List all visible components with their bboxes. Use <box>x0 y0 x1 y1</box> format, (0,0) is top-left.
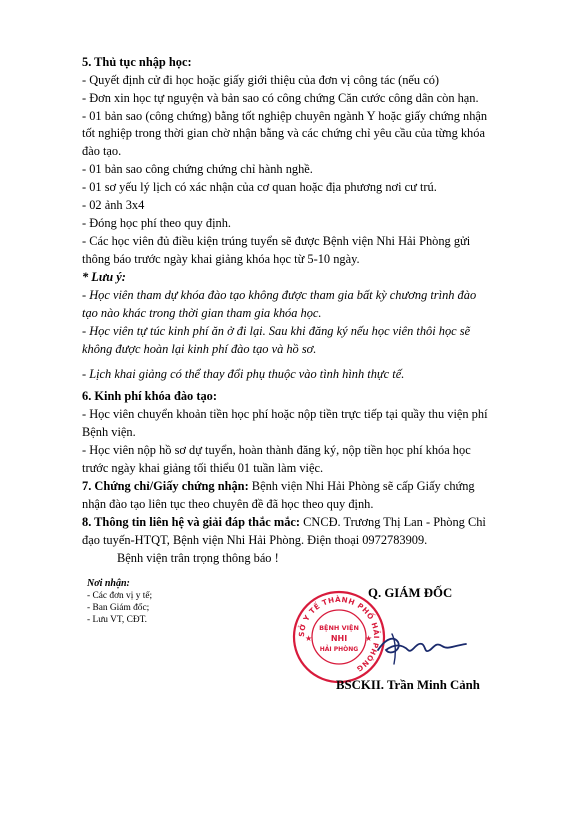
note-item: - Lịch khai giảng có thể thay đổi phụ thuộc vào tình hình thực tế. <box>82 367 405 381</box>
section5-item: - Đơn xin học tự nguyện và bản sao có công chứng Căn cước công dân còn hạn. <box>82 91 479 105</box>
stamp-star-icon: ★ <box>305 634 313 643</box>
stamp-center-line1: BỆNH VIỆN <box>319 624 359 632</box>
section5-item: - Đóng học phí theo quy định. <box>82 216 232 230</box>
section8-text: đạo tuyến-HTQT, Bệnh viện Nhi Hải Phòng. Điện thoại 0972783909. <box>82 533 428 547</box>
recipient-item: - Lưu VT, CĐT. <box>87 615 148 625</box>
note-item: - Học viên tự túc kinh phí ăn ở đi lại. Sau khi đăng ký nếu học viên thôi học sẽ <box>82 324 471 338</box>
section7-text: Bệnh viện Nhi Hải Phòng sẽ cấp Giấy chứng <box>248 479 475 493</box>
section7-heading: 7. Chứng chỉ/Giấy chứng nhận: <box>82 479 249 493</box>
signer-name: BSCKII. Trần Minh Cảnh <box>336 678 480 692</box>
section8-line <box>82 515 486 530</box>
handwritten-signature <box>372 620 472 670</box>
section6-item: - Học viên nộp hồ sơ dự tuyển, hoàn thành đăng ký, nộp tiền học phí khóa học <box>82 443 471 457</box>
section8-heading: 8. Thông tin liên hệ và giải đáp thắc mắc: <box>82 515 301 529</box>
note-heading: * Lưu ý: <box>82 270 126 284</box>
section8-text: CNCĐ. Trương Thị Lan - Phòng Chỉ <box>300 515 486 529</box>
section5-item: tốt nghiệp trong thời gian chờ nhận bằng và các chứng chỉ yêu cầu của từng khóa <box>82 126 485 140</box>
note-item: - Học viên tham dự khóa đào tạo không được tham gia bất kỳ chương trình đào <box>82 288 477 302</box>
closing-text: Bệnh viện trân trọng thông báo ! <box>117 551 279 565</box>
section7-text: nhận đào tạo liên tục theo chuyên đề đã học theo quy định. <box>82 497 374 511</box>
section5-heading: 5. Thủ tục nhập học: <box>82 55 192 69</box>
section5-item: thông báo trước ngày khai giảng khóa học từ 5-10 ngày. <box>82 252 360 266</box>
section5-item: - 02 ảnh 3x4 <box>82 198 145 212</box>
section7-line <box>82 479 475 494</box>
section6-heading: 6. Kinh phí khóa đào tạo: <box>82 389 217 403</box>
recipient-item: - Các đơn vị y tế; <box>87 591 153 601</box>
section5-item: - 01 sơ yếu lý lịch có xác nhận của cơ quan hoặc địa phương nơi cư trú. <box>82 180 437 194</box>
stamp-star-icon: ★ <box>365 634 373 643</box>
section6-item: trước ngày khai giảng tối thiểu 01 tuần làm việc. <box>82 461 324 475</box>
section5-item: - Quyết định cử đi học hoặc giấy giới thiệu của đơn vị công tác (nếu có) <box>82 73 440 87</box>
section6-item: Bệnh viện. <box>82 425 136 439</box>
stamp-ring-text: SỞ Y TẾ THÀNH PHỐ HẢI PHÒNG <box>296 594 382 674</box>
stamp-center-line3: HẢI PHÒNG <box>319 646 359 653</box>
section5-item: - 01 bản sao (công chứng) bằng tốt nghiệp chuyên ngành Y hoặc giấy chứng nhận <box>82 109 488 123</box>
recipient-item: - Ban Giám đốc; <box>87 603 150 613</box>
note-item: tạo nào khác trong thời gian tham gia khóa học. <box>82 306 322 320</box>
director-title: Q. GIÁM ĐỐC <box>368 586 453 600</box>
stamp-center-line2: NHI <box>330 634 348 643</box>
note-item: không được hoàn lại kinh phí đào tạo và hồ sơ. <box>82 342 317 356</box>
section5-item: - Các học viên đủ điều kiện trúng tuyển sẽ được Bệnh viện Nhi Hải Phòng gửi <box>82 234 471 248</box>
section5-item: đào tạo. <box>82 144 122 158</box>
section6-item: - Học viên chuyển khoản tiền học phí hoặc nộp tiền trực tiếp tại quầy thu viện phí <box>82 407 488 421</box>
section5-item: - 01 bản sao công chứng chứng chỉ hành nghề. <box>82 162 313 176</box>
recipients-heading: Nơi nhận: <box>87 578 130 589</box>
